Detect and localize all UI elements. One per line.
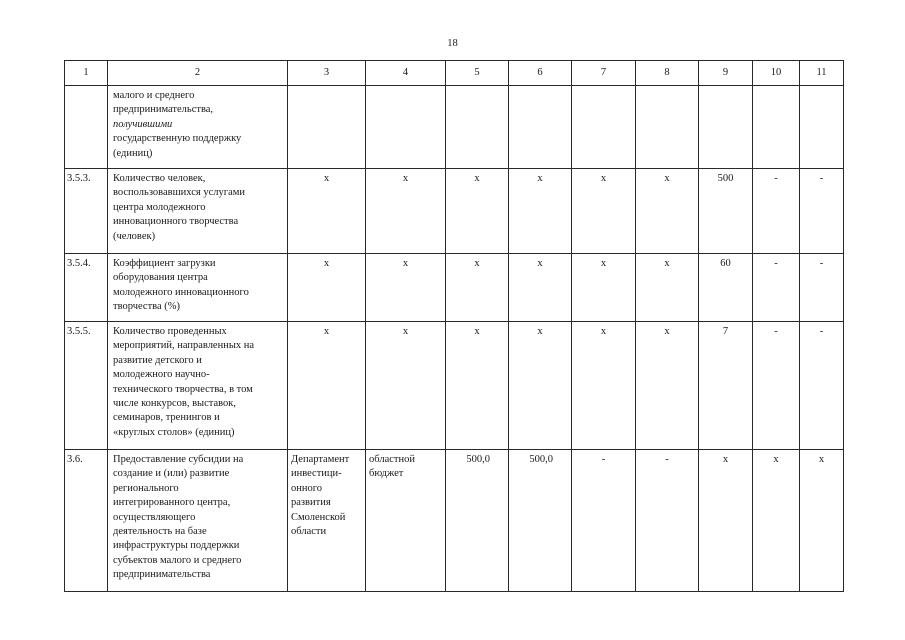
cell-col5: x xyxy=(446,322,509,450)
description-line: развитие детского и xyxy=(113,354,202,366)
funding-line: бюджет xyxy=(369,468,404,480)
page-number: 18 xyxy=(447,38,458,49)
description-line: «круглых столов» (единиц) xyxy=(113,426,235,438)
cell-col9: 60 xyxy=(699,254,753,322)
description-line: числе конкурсов, выставок, xyxy=(113,398,237,410)
header-cell: 6 xyxy=(509,61,572,86)
description-line: получившими xyxy=(113,118,173,130)
row-description xyxy=(108,450,288,592)
cell-col10 xyxy=(753,86,800,169)
row-description xyxy=(108,254,288,322)
header-cell: 10 xyxy=(753,61,800,86)
cell-col7: x xyxy=(572,254,636,322)
description-line: создание и (или) развитие xyxy=(113,468,230,480)
cell-col8: x xyxy=(636,322,699,450)
header-cell: 1 xyxy=(65,61,108,86)
cell-col3: x xyxy=(288,169,366,254)
executor-line: области xyxy=(291,526,327,538)
table-row xyxy=(65,254,844,322)
description-line: Количество проведенных xyxy=(113,326,227,337)
cell-col6 xyxy=(509,86,572,169)
cell-col9: 500 xyxy=(699,169,753,254)
cell-col6: x xyxy=(509,169,572,254)
row-description xyxy=(108,169,288,254)
cell-col11 xyxy=(800,86,844,169)
cell-col4: x xyxy=(366,322,446,450)
description-line: Предоставление субсидии на xyxy=(113,454,244,465)
cell-col3: x xyxy=(288,254,366,322)
cell-col6: x xyxy=(509,254,572,322)
description-line: молодежного инновационного xyxy=(113,286,249,298)
cell-col11: - xyxy=(800,169,844,254)
table-row xyxy=(65,322,844,450)
description-line: оборудования центра xyxy=(113,272,208,284)
cell-col4: x xyxy=(366,169,446,254)
header-row xyxy=(65,61,844,86)
table-row xyxy=(65,86,844,169)
cell-col3 xyxy=(288,86,366,169)
cell-col6: 500,0 xyxy=(509,450,572,592)
description-line: творчества (%) xyxy=(113,301,181,313)
description-line: воспользовавшихся услугами xyxy=(113,187,245,199)
description-line: малого и среднего xyxy=(113,90,195,101)
description-line: предпринимательства xyxy=(113,569,211,581)
cell-col9: x xyxy=(699,450,753,592)
cell-col10: - xyxy=(753,169,800,254)
description-line: государственную поддержку xyxy=(113,133,242,145)
executor-line: развития xyxy=(291,497,331,509)
description-line: (человек) xyxy=(113,230,156,242)
description-line: интегрированного центра, xyxy=(113,497,231,509)
header-cell: 2 xyxy=(108,61,288,86)
table-row xyxy=(65,169,844,254)
row-code: 3.6. xyxy=(65,450,108,592)
cell-col9 xyxy=(699,86,753,169)
cell-col4: x xyxy=(366,254,446,322)
executor-line: Департамент xyxy=(291,454,350,465)
description-line: Коэффициент загрузки xyxy=(113,258,216,269)
row-code: 3.5.4. xyxy=(65,254,108,322)
row-code xyxy=(65,86,108,169)
cell-col6: x xyxy=(509,322,572,450)
cell-executor xyxy=(288,450,366,592)
cell-col11: - xyxy=(800,322,844,450)
header-cell: 7 xyxy=(572,61,636,86)
description-line: регионального xyxy=(113,482,179,494)
cell-col8 xyxy=(636,86,699,169)
cell-col10: - xyxy=(753,322,800,450)
cell-col9: 7 xyxy=(699,322,753,450)
header-cell: 3 xyxy=(288,61,366,86)
cell-col5: x xyxy=(446,169,509,254)
description-line: семинаров, тренингов и xyxy=(113,412,220,424)
cell-col8: - xyxy=(636,450,699,592)
description-line: инновационного творчества xyxy=(113,216,239,228)
cell-col11: x xyxy=(800,450,844,592)
cell-col7: - xyxy=(572,450,636,592)
description-line: инфраструктуры поддержки xyxy=(113,540,240,552)
description-line: мероприятий, направленных на xyxy=(113,340,255,352)
executor-line: инвестици- xyxy=(291,468,342,480)
header-cell: 4 xyxy=(366,61,446,86)
cell-col8: x xyxy=(636,254,699,322)
description-line: центра молодежного xyxy=(113,201,206,213)
header-cell: 11 xyxy=(800,61,844,86)
description-line: деятельность на базе xyxy=(113,526,207,538)
row-code: 3.5.5. xyxy=(65,322,108,450)
row-code: 3.5.3. xyxy=(65,169,108,254)
cell-col7: x xyxy=(572,169,636,254)
cell-col7: x xyxy=(572,322,636,450)
cell-col10: - xyxy=(753,254,800,322)
cell-col4 xyxy=(366,86,446,169)
description-line: осуществляющего xyxy=(113,511,196,523)
row-description xyxy=(108,86,288,169)
cell-col11: - xyxy=(800,254,844,322)
header-cell: 9 xyxy=(699,61,753,86)
header-cell: 8 xyxy=(636,61,699,86)
funding-line: областной xyxy=(369,454,415,465)
cell-col5: x xyxy=(446,254,509,322)
cell-col7 xyxy=(572,86,636,169)
cell-col10: x xyxy=(753,450,800,592)
description-line: субъектов малого и среднего xyxy=(113,554,242,566)
header-cell: 5 xyxy=(446,61,509,86)
description-line: технического творчества, в том xyxy=(113,383,253,395)
executor-line: онного xyxy=(291,482,323,494)
description-line: предпринимательства, xyxy=(113,104,214,116)
executor-line: Смоленской xyxy=(291,511,346,523)
cell-funding-source xyxy=(366,450,446,592)
description-line: (единиц) xyxy=(113,147,153,159)
cell-col5 xyxy=(446,86,509,169)
cell-col8: x xyxy=(636,169,699,254)
cell-col5: 500,0 xyxy=(446,450,509,592)
description-line: Количество человек, xyxy=(113,173,206,184)
row-description xyxy=(108,322,288,450)
program-indicators-table xyxy=(64,60,844,592)
table-row xyxy=(65,450,844,592)
description-line: молодежного научно- xyxy=(113,369,210,381)
cell-col3: x xyxy=(288,322,366,450)
